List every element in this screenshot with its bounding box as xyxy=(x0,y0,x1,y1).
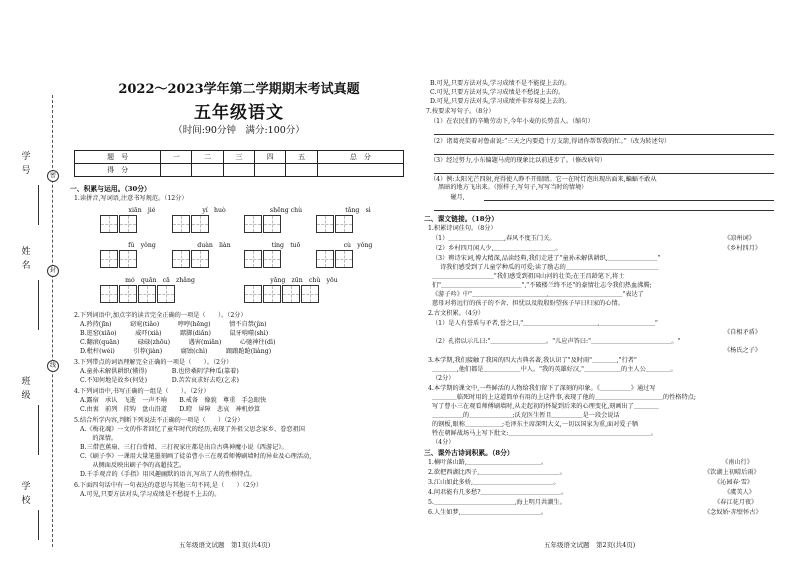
question-7-item: 黑暗的地方飞出来。（照样子,写句子,写写当时的情境） xyxy=(438,184,588,191)
pinyin-text: fǔ yǒng xyxy=(128,242,156,249)
classical-line: （1）是人有誉盾与矛者,誉之曰,"＿＿＿＿＿＿＿＿＿＿＿＿,＿＿＿＿＿＿＿＿＿" xyxy=(432,320,658,327)
question-7-item: （1）在农民们的辛勤劳动下,今年小麦的长势喜人。（缩句） xyxy=(430,118,594,125)
answer-box[interactable] xyxy=(263,215,281,233)
question-4-option: C.由衷 前列 挂钩 盘山沿道 D.瞪 屏障 悲哀 神机妙算 xyxy=(80,406,261,413)
pinyin-item xyxy=(316,206,400,233)
section-2-heading: 二、课文链接。（18分） xyxy=(424,215,499,223)
score-cell: 一 xyxy=(161,151,192,164)
question-4: 4.下列词语中,书写正确的一组是（ ）。（2分） xyxy=(74,388,210,395)
question-r4-line: ＿＿＿＿临死时用的上这道简单有用的上这件事,表现了他的＿＿＿＿＿＿＿＿＿＿＿的性格特点; xyxy=(432,394,696,401)
poem-source: 《凉州词》 xyxy=(724,235,755,242)
answer-box[interactable] xyxy=(191,215,209,233)
poem-line: 3.江山如此多娇,＿＿＿＿＿＿＿＿＿＿＿＿＿。 xyxy=(428,479,560,486)
question-5-option: 的深情。 xyxy=(80,435,118,442)
answer-box[interactable] xyxy=(316,215,334,233)
question-6-option: C.可见,只要方法对头,学习成绩是不愁提上去的。 xyxy=(430,89,565,96)
answer-box[interactable] xyxy=(244,285,262,303)
page-footer-left: 五年级语文试题 第1页(共4页) xyxy=(179,541,271,549)
question-r4-line: ＿＿＿＿＿的＿＿＿＿＿＿＿;沃克医生暂且＿＿＿＿＿是一段会说话 xyxy=(432,412,620,419)
answer-line[interactable] xyxy=(434,148,774,155)
poem-source: 《虞美人》 xyxy=(724,489,755,496)
pinyin-text: mó quān cā zhǎng xyxy=(125,277,195,284)
question-6-option: A.可见,只要方法对头,学习成绩是不愁提不上去的。 xyxy=(80,491,221,498)
question-3-option: A.童孙未解供耕织(懂得) B.也傍桑阴学种瓜(靠着) xyxy=(80,368,239,375)
poem-line: （1）＿＿＿＿＿＿＿＿＿,春风不度玉门关。 xyxy=(432,235,556,242)
seal-mark-xian: 线 xyxy=(47,360,59,372)
poem-line: ＿＿＿＿＿＿＿＿＿＿"我们感受到祖国山河的壮美;在王昌龄笔下,将士 xyxy=(432,273,625,280)
pinyin-text: yí huò xyxy=(202,207,226,214)
class-label: 班级 xyxy=(21,377,31,401)
exam-subject: 五年级语文 xyxy=(194,103,284,123)
exam-title: 2022～2023学年第二学期期末考试真题 xyxy=(118,82,360,97)
seal-mark-feng: 封 xyxy=(47,265,59,277)
answer-box[interactable] xyxy=(301,285,319,303)
question-2-option: A.矜持(jīn) 窈窕(tiǎo) 哼哼(hēng) 情不自禁(jìn) xyxy=(80,321,267,328)
student-id-label: 学号 xyxy=(21,152,31,176)
poem-source: 《春江花月夜》 xyxy=(714,499,758,506)
pinyin-text: yǎng zūn chǔ yōu xyxy=(270,277,338,284)
poem-line: 《游子吟》中"＿＿＿＿＿＿＿＿＿＿＿＿,＿＿＿＿＿＿＿＿＿＿＿＿"表达了 xyxy=(432,291,644,298)
poem-line: （2）乡村四月闲人少,＿＿＿＿＿＿＿＿＿＿。 xyxy=(432,245,562,252)
answer-box[interactable] xyxy=(100,285,118,303)
question-7-item: （2）诸葛亮笑着对鲁肃说:“三天之内要造十万支箭,得请你帮帮我的忙。”（改为转述句） xyxy=(430,138,671,145)
answer-line[interactable] xyxy=(434,167,774,174)
question-1: 1.读拼音,写词语,注意书写规范。（12分） xyxy=(74,195,188,202)
section-3-heading: 三、课外古诗词积累。（8分） xyxy=(424,449,514,457)
pinyin-text: tíng tuō xyxy=(271,242,301,249)
answer-line[interactable] xyxy=(484,194,774,201)
question-5-option: B.三借芭蕉扇、三打白骨精、三打祝家庄都是出自古典神魔小说《西游记》。 xyxy=(80,444,288,451)
answer-box[interactable] xyxy=(282,285,300,303)
question-r3-line: ＿＿＿＿,他们都是＿＿＿＿＿＿中人。"我的英雄好汉,"＿＿＿＿＿＿的主人公＿＿＿＿。 xyxy=(432,366,677,373)
name-line xyxy=(38,280,39,330)
score-input[interactable] xyxy=(161,164,192,177)
pinyin-item xyxy=(100,276,220,303)
question-6: 6.下面四句话中有一句表达的意思与其他三句不同,是（ ）（2分） xyxy=(74,482,263,489)
poem-line: 4.问君能有几多愁?＿＿＿＿＿＿＿＿＿＿＿＿＿。 xyxy=(428,489,568,496)
answer-box[interactable] xyxy=(119,250,137,268)
answer-box[interactable] xyxy=(157,285,175,303)
question-r4-line: 牲在朝鲜战场马上写下批文:＿＿＿＿＿＿＿＿＿＿＿＿＿＿＿＿＿＿＿＿＿＿＿。 xyxy=(432,430,657,437)
poem-source: 《饮湖上初晴后雨》 xyxy=(704,469,760,476)
score-input[interactable] xyxy=(192,164,223,177)
poem-source: 《乡村四月》 xyxy=(724,245,762,252)
score-table xyxy=(74,150,404,177)
score-cell: 题 号 xyxy=(75,151,161,164)
school-line xyxy=(38,510,39,540)
question-7-item: （4）例:太阳光芒四射,亮得使人睁不开眼睛。它一在时灯泡出现出面来,蝙蝠不敢从 xyxy=(430,176,657,183)
poem-line: 诗我们感受到了儿童学种瓜的可爱;读了励志的＿＿＿＿＿＿＿＿＿＿＿＿＿＿＿ xyxy=(440,264,659,271)
question-6-option: B.可见,只要方法对头,学习成绩不是不能提上去的。 xyxy=(430,80,571,87)
question-5-option: 从侧面反映出刷子李的高超技艺。 xyxy=(80,462,186,469)
poem-line: 2.欲把西湖比西子,＿＿＿＿＿＿＿＿＿＿＿＿＿。 xyxy=(428,469,566,476)
answer-box[interactable] xyxy=(316,250,334,268)
answer-box[interactable] xyxy=(244,215,262,233)
student-id-line xyxy=(38,185,39,225)
answer-box[interactable] xyxy=(119,215,137,233)
answer-box[interactable] xyxy=(244,250,262,268)
question-3-option: C.不知何地是故乡(何处) D.苦苦哀求好去吃(乞求) xyxy=(80,377,239,384)
score-cell: 五 xyxy=(286,151,317,164)
right-page xyxy=(424,0,786,561)
pinyin-item xyxy=(244,276,364,303)
question-r2: 2.古文积累。（4分） xyxy=(428,310,485,317)
question-4-option: A.露宿 承认 飞逝 一声不响 B.戒备 像貌 尊重 手急眼快 xyxy=(80,397,267,404)
question-5-option: A.《梅花魂》一文的作者回忆了童年时代的经历,表现了外祖父思念家乡、眷恋祖国 xyxy=(80,426,305,433)
answer-line[interactable] xyxy=(434,128,774,135)
question-7-item: 碰月, xyxy=(438,194,465,201)
poem-source: 《念奴娇·赤壁怀古》 xyxy=(704,509,762,516)
poem-line: 慈母对将远行的孩子的不舍、担忧以及殷殷盼望孩子早日归家的心情。 xyxy=(432,300,624,307)
pinyin-item xyxy=(316,241,400,268)
question-r1: 1.积累诗词佳句。（8分） xyxy=(428,225,497,232)
poem-line: 6.人生如梦,＿＿＿＿＿＿＿＿＿＿＿＿＿。 xyxy=(428,509,548,516)
answer-box[interactable] xyxy=(263,250,281,268)
answer-box[interactable] xyxy=(191,250,209,268)
pinyin-text: shēng chù xyxy=(269,207,303,214)
answer-box[interactable] xyxy=(100,250,118,268)
poem-line: 1.楠叶落山路,＿＿＿＿＿＿＿＿＿＿＿＿。 xyxy=(428,459,548,466)
page-footer-right: 五年级语文试题 第2页(共4页) xyxy=(544,541,636,549)
poem-line: 们"＿＿＿＿＿＿＿＿＿＿＿＿＿","不破楼兰终不还"的豪情壮志令我们热血沸腾; xyxy=(432,282,652,289)
score-input[interactable] xyxy=(255,164,286,177)
question-2: 2.下列词语中,加点字的读音完全正确的一项是（ ）。（2分） xyxy=(74,312,247,319)
score-cell: 总 分 xyxy=(317,151,403,164)
binding-strip xyxy=(0,0,62,561)
answer-box[interactable] xyxy=(172,250,190,268)
score-input[interactable] xyxy=(317,164,403,177)
question-5-option: D.千手观音的《手指》用风趣幽默的语言,写出了人的性格特点。 xyxy=(80,471,256,478)
answer-box[interactable] xyxy=(172,215,190,233)
answer-box[interactable] xyxy=(263,285,281,303)
seal-mark-mi: 密 xyxy=(47,170,59,182)
answer-box[interactable] xyxy=(138,285,156,303)
poem-line: 5.＿＿＿＿＿＿＿＿＿＿＿＿＿,海上明月共潮生。 xyxy=(428,499,566,506)
school-label: 学校 xyxy=(21,482,31,506)
question-5-option: C.《刷子李》一课用大量笔墨刻画了徒弟曹小三在观看师傅刷墙时的异业及心理活动, xyxy=(80,453,312,460)
pinyin-text: duàn liàn xyxy=(197,242,231,249)
classical-source: 《自相矛盾》 xyxy=(724,329,762,336)
seal-line xyxy=(52,95,53,547)
left-page xyxy=(64,0,414,561)
question-2-option: B.逛窑(xiāo) 威吓(xià) 踮脚(diǎn) 鼠牙啃噬(shì) xyxy=(80,330,269,337)
question-r4-score: （4分） xyxy=(432,439,455,446)
question-6-option: D.可见,只要方法对头,学习成绩并非容易提上去的。 xyxy=(430,98,571,105)
poem-line: （3）辨诗宋词,博大精深,品读经典,我们走进了“童孙未解供耕织,＿＿＿＿＿＿＿＿” xyxy=(432,255,661,262)
answer-box[interactable] xyxy=(100,215,118,233)
score-row-label: 得 分 xyxy=(75,164,161,177)
class-line xyxy=(38,405,39,455)
question-7: 7.按要求写句子。（8分） xyxy=(426,108,495,115)
exam-meta: （时间:90分钟 满分:100分） xyxy=(173,125,305,136)
score-table-header xyxy=(75,151,404,164)
question-2-option: D.枇杆(wéi) 引荐(jiàn) 腐蚀(chì) 踉踉跄跄(liàng) xyxy=(80,348,272,355)
score-cell: 四 xyxy=(255,151,286,164)
answer-box[interactable] xyxy=(335,215,353,233)
score-input[interactable] xyxy=(286,164,317,177)
pinyin-text: xiān jié xyxy=(128,207,156,214)
question-r4-line: 的钢板,眼称＿＿＿＿＿＿;毛泽东主席深明大义,一切以国家为重,面对爱子牺 xyxy=(432,421,638,428)
score-table-row xyxy=(75,164,404,177)
score-cell: 三 xyxy=(223,151,254,164)
question-r3: 3.本学期,我们接触了我国的四大古典名著,我认识了"及时雨"＿＿＿＿,"行者" xyxy=(428,357,637,364)
question-2-option: C.翻滚(quān) 碌碌(zhōu) 遇害(miǎn) 心驰神往(dì) xyxy=(80,339,276,346)
question-5: 5.结合所学内容,判断下列说法不正确的一项是（ ）（2分） xyxy=(74,417,244,424)
section-1-heading: 一、积累与运用。（30分） xyxy=(70,185,151,193)
name-label: 姓名 xyxy=(21,247,31,271)
poem-source: 《南山行》 xyxy=(722,459,753,466)
pinyin-text: tǎng sì xyxy=(345,207,371,214)
question-r4: 4.本学期的课文中,一些鲜活的人物给我们留下了深刻的印象。《＿＿＿＿＿》通过写 xyxy=(428,385,656,392)
answer-line[interactable] xyxy=(434,204,774,211)
answer-box[interactable] xyxy=(119,285,137,303)
question-3: 3.下列带点的词语理解完全正确的一项是（ ）。（2分） xyxy=(74,359,233,366)
pinyin-text: cù yǒng xyxy=(343,242,373,249)
score-input[interactable] xyxy=(223,164,254,177)
answer-box[interactable] xyxy=(335,250,353,268)
question-r4-line: 写了曹小三在观看师傅刷墙时,从走起初的怀疑到后来的心理变化,刻画出了＿＿＿＿ xyxy=(432,403,659,410)
classical-line: （2）孔指以示儿曰:"＿＿＿＿＿＿＿＿＿。"儿应声答曰:"＿＿＿＿＿＿＿＿＿＿＿＿＿。" xyxy=(432,338,681,345)
score-cell: 二 xyxy=(192,151,223,164)
question-7-item: （3）经过努力,小东偏题马虎的现象比以前进步了。（修改病句） xyxy=(430,157,607,164)
poem-source: 《沁园春·雪》 xyxy=(714,479,754,486)
classical-source: 《杨氏之子》 xyxy=(724,347,762,354)
question-r3-score: （2分） xyxy=(432,375,455,382)
